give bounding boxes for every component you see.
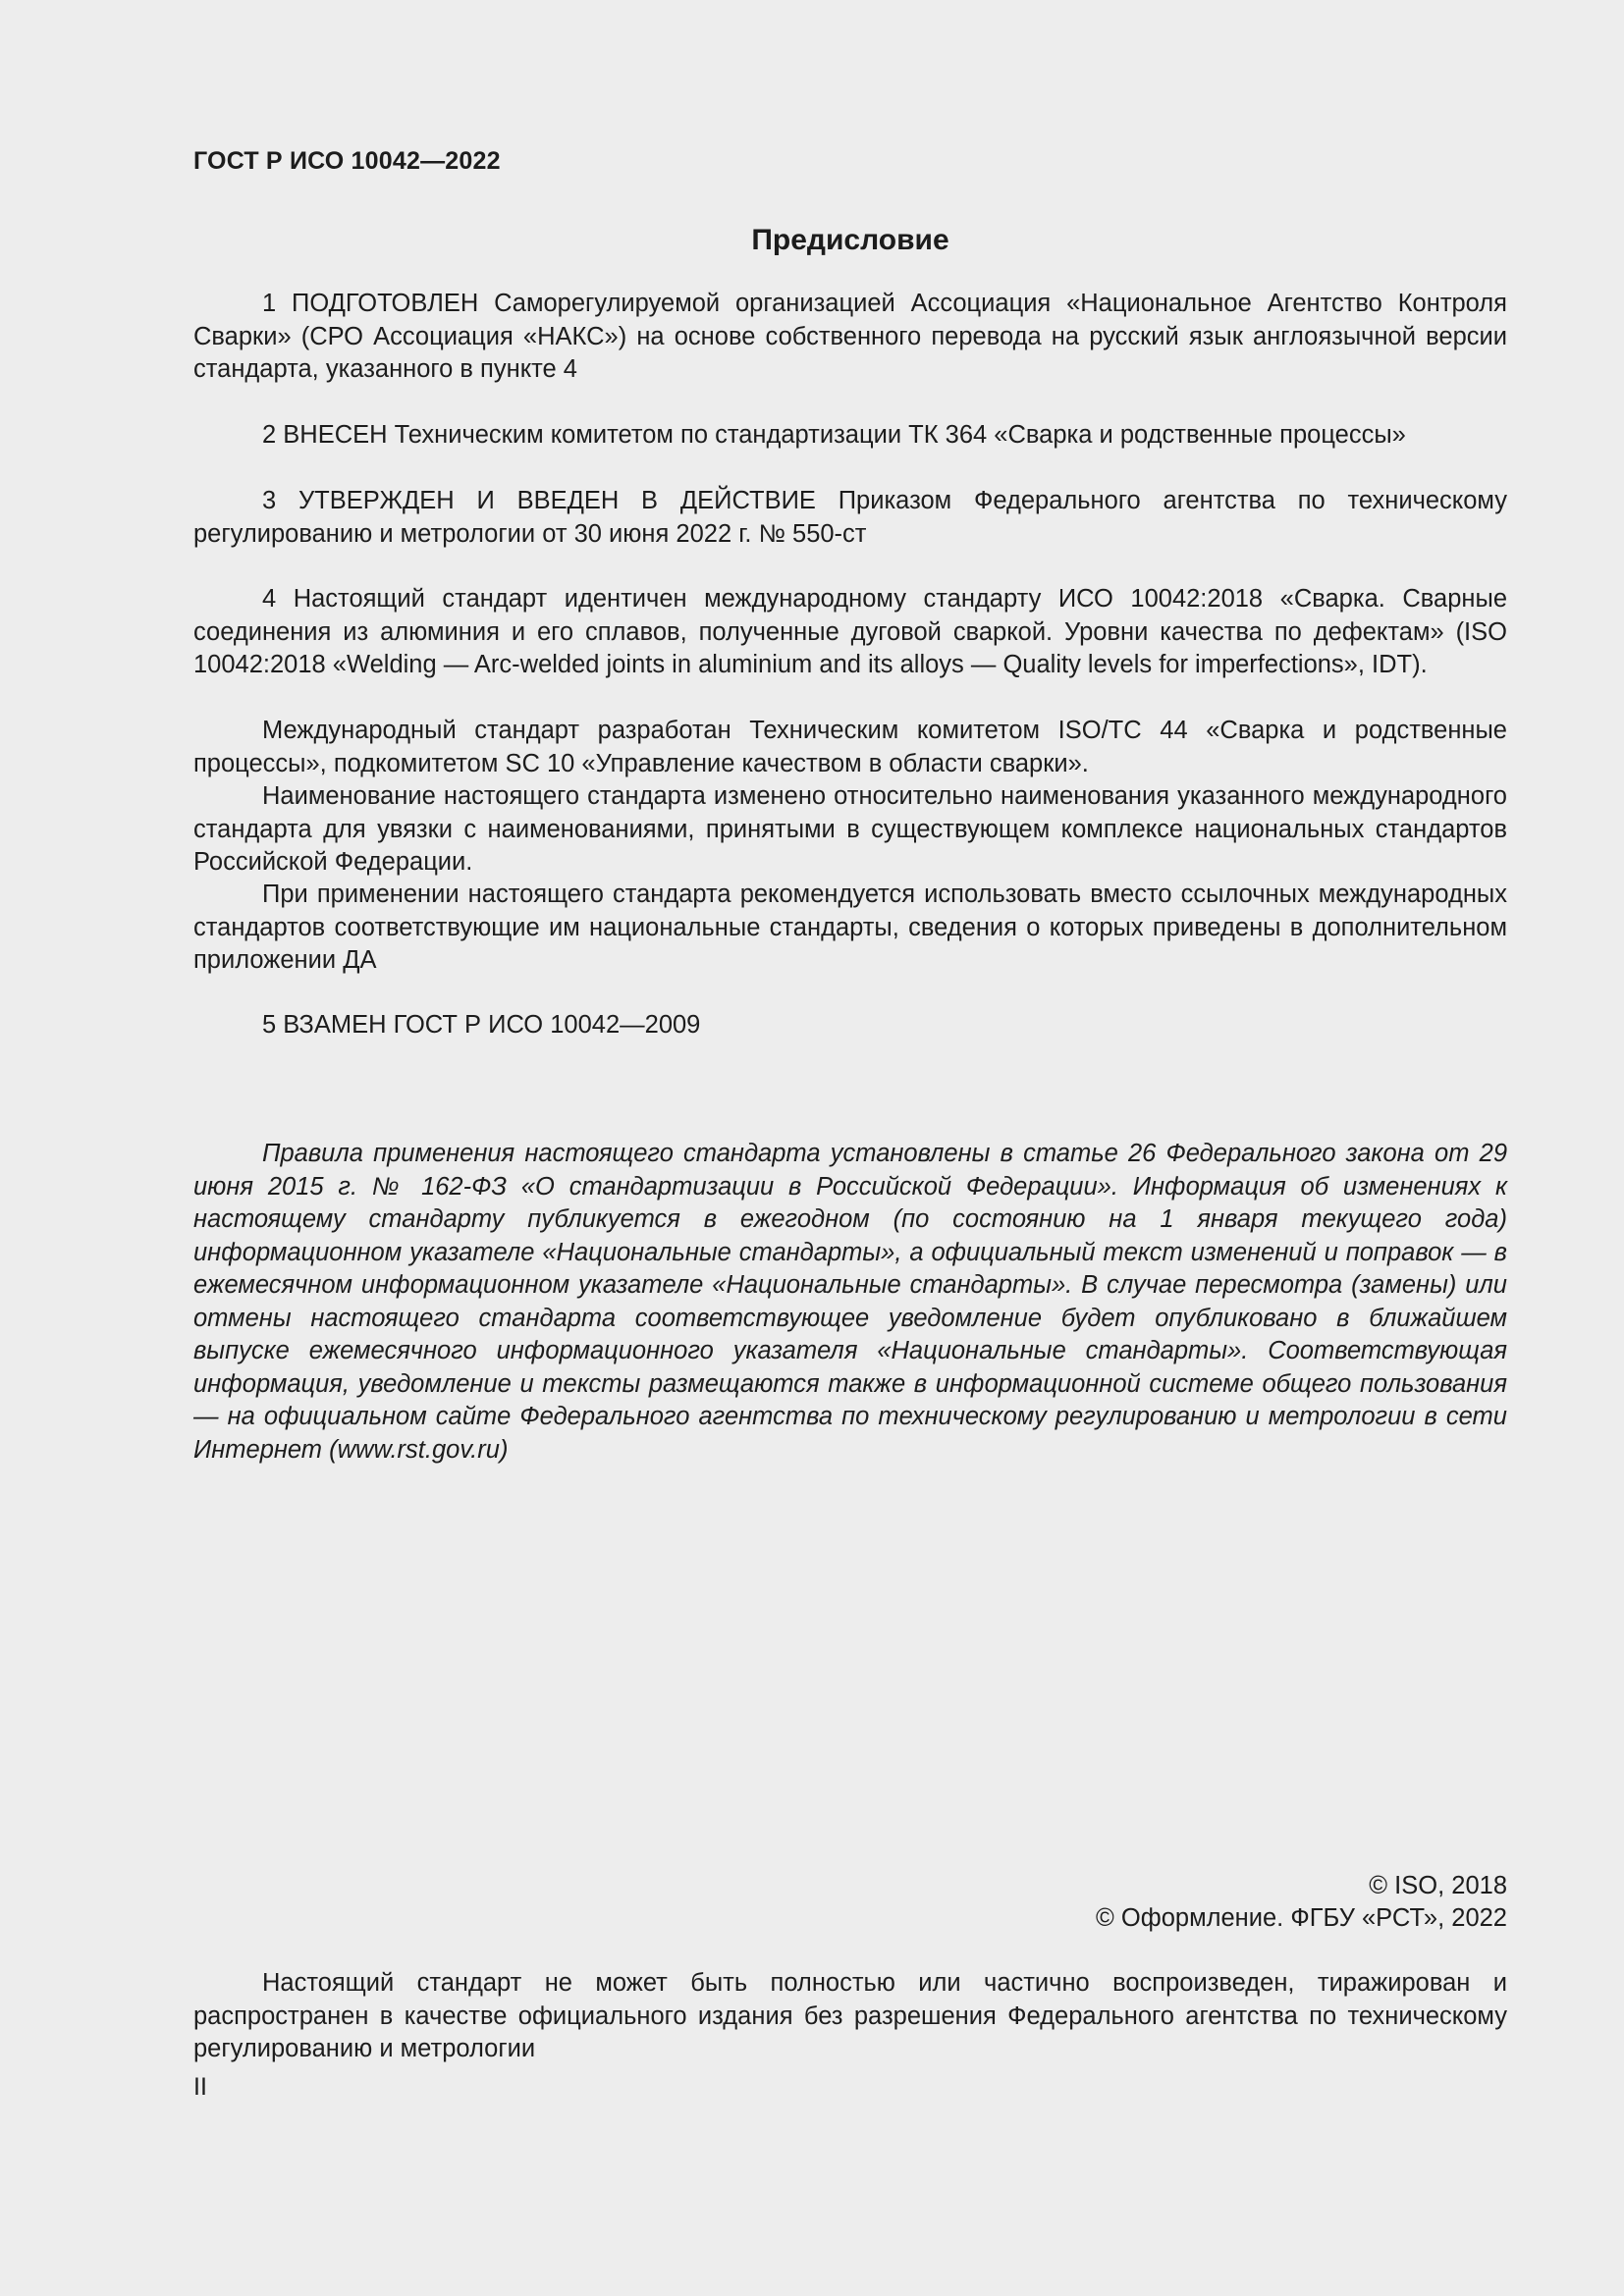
copyright-rst: © Оформление. ФГБУ «РСТ», 2022 — [1096, 1904, 1507, 1932]
foreword-item-5: 5 ВЗАМЕН ГОСТ Р ИСО 10042—2009 — [262, 1011, 701, 1039]
copyright-iso: © ISO, 2018 — [1369, 1872, 1507, 1899]
foreword-item-4-paragraph-3: Наименование настоящего стандарта изменено относительно наименования указанного международного стандарта для увязки с наименованиями, принятыми в существующем комплексе национальных стандартов Российской Федерации. — [193, 782, 1507, 876]
foreword-item-4: 4 Настоящий стандарт идентичен международному стандарту ИСО 10042:2018 «Сварка. Сварные соединения из алюминия и его сплавов, полученные дуговой сваркой. Уровни качества по дефектам» (ISO 10042:2018 «Welding — Arc-welded joints in aluminium and its alloys — Quality levels for imperfections», IDT). — [193, 585, 1507, 678]
foreword-item-3: 3 УТВЕРЖДЕН И ВВЕДЕН В ДЕЙСТВИЕ Приказом Федерального агентства по техническому регулированию и метрологии от 30 июня 2022 г. № 550-ст — [193, 487, 1507, 548]
document-code-header: ГОСТ Р ИСО 10042—2022 — [193, 147, 501, 175]
foreword-item-1: 1 ПОДГОТОВЛЕН Саморегулируемой организацией Ассоциация «Национальное Агентство Контроля Сварки» (СРО Ассоциация «НАКС») на основе собственного перевода на русский язык англоязычной версии стандарта, указанного в пункте 4 — [193, 290, 1507, 383]
application-rules-notice: Правила применения настоящего стандарта установлены в статье 26 Федерального закона от 29 июня 2015 г. № 162-ФЗ «О стандартизации в Российской Федерации». Информация об изменениях к настоящему стандарту публикуется в ежегодном (по состоянию на 1 января текущего года) информационном указателе «Национальные стандарты», а официальный текст изменений и поправок — в ежемесячном информационном указателе «Национальные стандарты». В случае пересмотра (замены) или отмены настоящего стандарта соответствующее уведомление будет опубликовано в ближайшем выпуске ежемесячного информационного указателя «Национальные стандарты». Соответствующая информация, уведомление и тексты размещаются также в информационной системе общего пользования — на официальном сайте Федерального агентства по техническому регулированию и метрологии в сети Интернет (www.rst.gov.ru) — [193, 1140, 1507, 1464]
document-page — [193, 0, 1507, 2296]
foreword-item-4-paragraph-2: Международный стандарт разработан Техническим комитетом ISO/TC 44 «Сварка и родственные процессы», подкомитетом SC 10 «Управление качеством в области сварки». — [193, 717, 1507, 777]
foreword-item-2: 2 ВНЕСЕН Техническим комитетом по стандартизации ТК 364 «Сварка и родственные процессы» — [262, 421, 1406, 449]
foreword-item-4-paragraph-4: При применении настоящего стандарта рекомендуется использовать вместо ссылочных международных стандартов соответствующие им национальные стандарты, сведения о которых приведены в дополнительном приложении ДА — [193, 881, 1507, 974]
page-title: Предисловие — [751, 224, 949, 256]
reproduction-notice: Настоящий стандарт не может быть полностью или частично воспроизведен, тиражирован и распространен в качестве официального издания без разрешения Федерального агентства по техническому регулированию и метрологии — [193, 1969, 1507, 2062]
page-number: II — [193, 2073, 207, 2101]
